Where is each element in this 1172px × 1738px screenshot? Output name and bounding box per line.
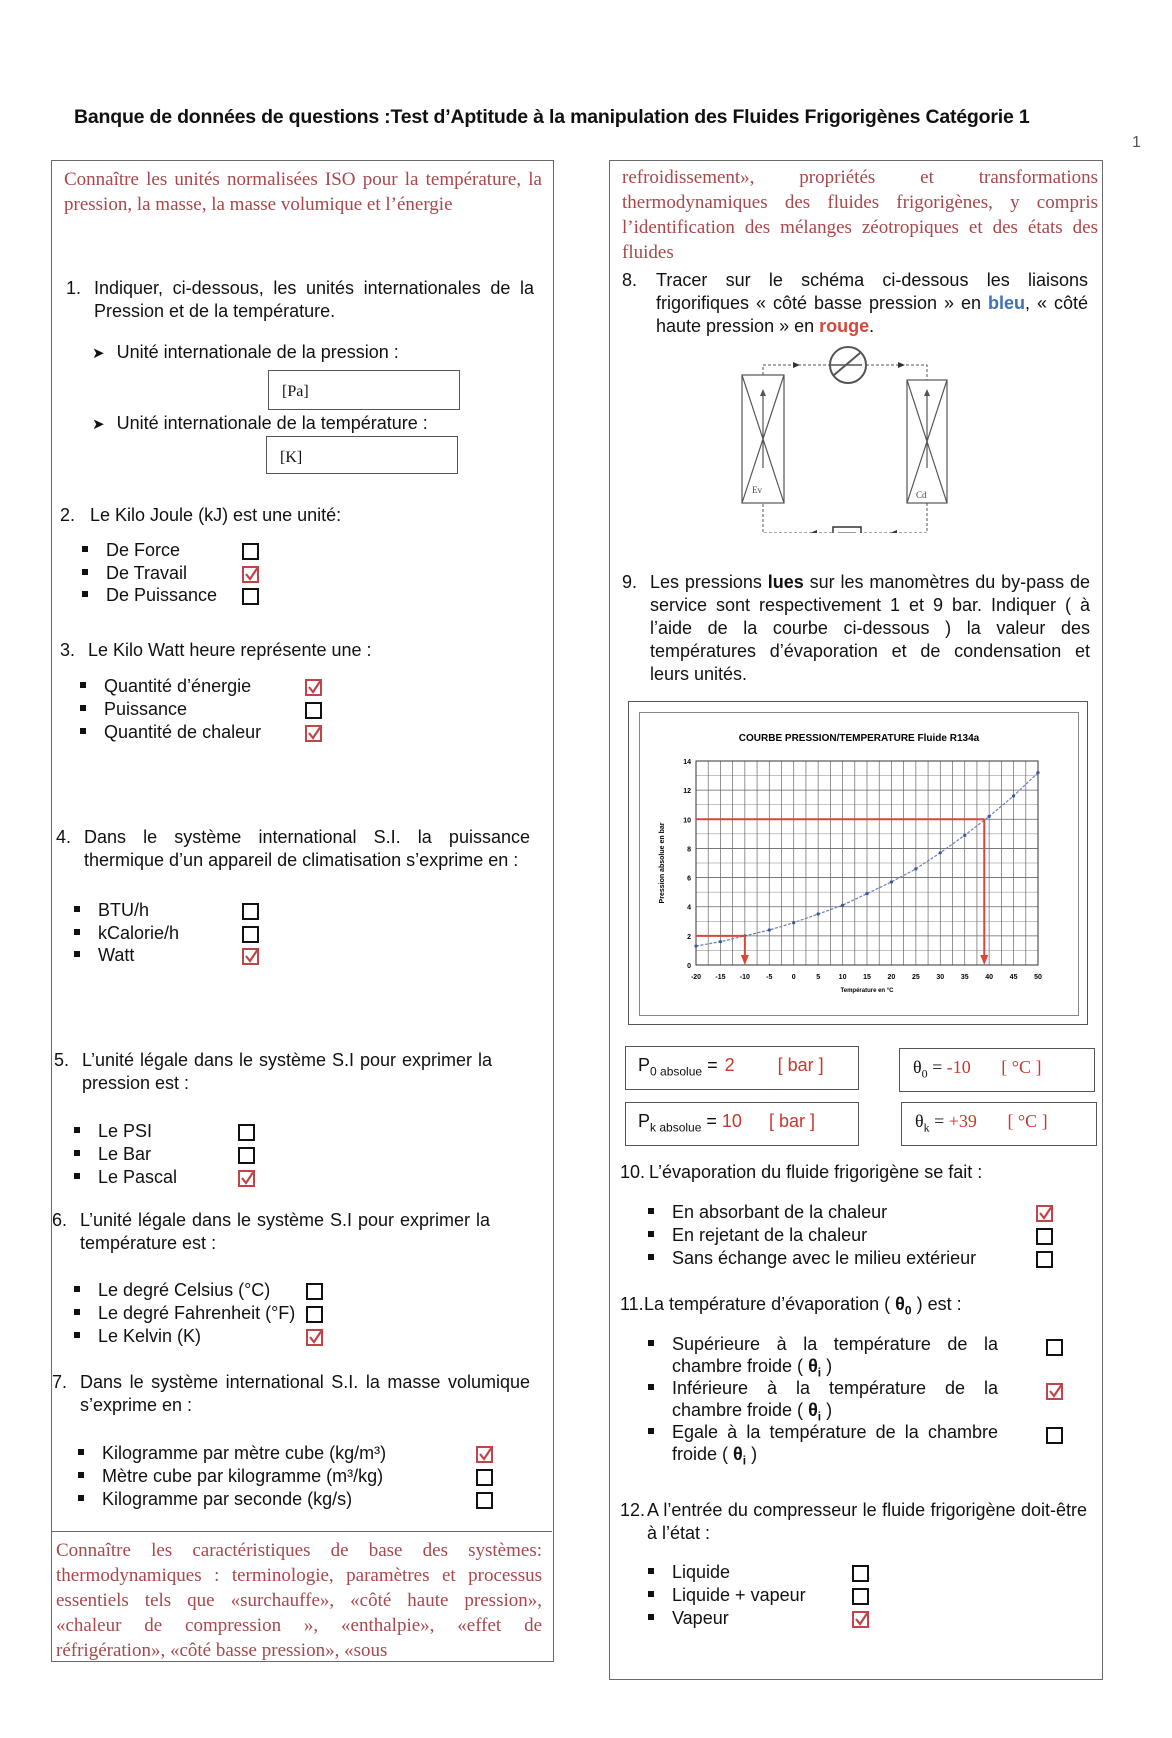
checkbox[interactable]	[476, 1492, 493, 1509]
option-label: Le PSI	[98, 1121, 153, 1141]
option-item	[648, 1561, 730, 1584]
option-line1: Supérieure à la température de la	[672, 1334, 998, 1354]
item-label: Unité internationale de la température :	[116, 413, 428, 433]
x-tick-label: -5	[766, 974, 773, 981]
bullet-icon	[648, 1384, 654, 1390]
question-2-text: Le Kilo Joule (kJ) est une unité:	[90, 505, 342, 525]
theta-sub: i	[742, 1453, 747, 1468]
competence-intro: Connaître les unités normalisées ISO pour la température, la pression, la masse, la masse volumique et l’énergie	[64, 169, 542, 215]
data-point	[865, 892, 868, 895]
reading-arrowhead	[980, 955, 988, 965]
question-number: 4.	[56, 827, 72, 847]
y-tick-label: 14	[683, 759, 691, 766]
option-line1: Inférieure à la température de la	[672, 1378, 998, 1398]
pk-label: P	[638, 1111, 651, 1131]
x-tick-label: -15	[715, 974, 726, 981]
competence-outro: Connaître les caractéristiques de base des systèmes: thermodynamiques : terminologie, paramètres et processus essentiels tels que «surchauffe», «côté haute pression», «chaleur de compression », «enthalpie», «effet de réfrigération», «côté basse pression», «sous	[52, 1531, 552, 1663]
page-number: 1	[1132, 134, 1141, 151]
question-10-text: L’évaporation du fluide frigorigène se fait :	[649, 1162, 983, 1182]
option-item	[82, 584, 217, 607]
arrow-bullet-icon: ➤	[92, 345, 105, 362]
checked-checkbox[interactable]	[306, 1329, 323, 1346]
checked-checkbox[interactable]	[1036, 1205, 1053, 1222]
option-item	[648, 1377, 998, 1400]
option-item	[80, 721, 261, 744]
x-tick-label: 45	[1009, 974, 1018, 981]
checked-checkbox[interactable]	[476, 1446, 493, 1463]
checkbox[interactable]	[1046, 1339, 1063, 1356]
checked-checkbox[interactable]	[242, 566, 259, 583]
p0-value: 2	[724, 1055, 735, 1075]
answer-field-pressure[interactable]	[268, 370, 460, 410]
question-number: 8.	[622, 270, 638, 290]
right-column	[609, 160, 1103, 1680]
question-12-text: A l’entrée du compresseur le fluide frigorigène doit-être à l’état :	[647, 1500, 1087, 1543]
checkbox[interactable]	[238, 1147, 255, 1164]
x-tick-label: 10	[838, 974, 847, 981]
option-label: Watt	[98, 945, 135, 965]
list-item	[92, 341, 399, 365]
theta-symbol: θ	[733, 1444, 743, 1464]
option-line2	[672, 1443, 757, 1473]
option-label: Le Kelvin (K)	[98, 1326, 202, 1346]
checked-checkbox[interactable]	[238, 1170, 255, 1187]
eq: =	[927, 1057, 947, 1077]
bullet-icon	[648, 1231, 654, 1237]
pk-unit: [ bar ]	[768, 1111, 815, 1131]
option-label: De Force	[106, 540, 181, 560]
chart-frame	[628, 701, 1088, 1025]
text-part: .	[869, 316, 875, 336]
theta-sub: 0	[904, 1303, 912, 1318]
option-label: Le degré Fahrenheit (°F)	[98, 1303, 296, 1323]
bullet-icon	[74, 906, 80, 912]
question-number: 7.	[52, 1372, 68, 1392]
option-item	[648, 1247, 976, 1270]
option-item	[74, 1302, 295, 1325]
x-tick-label: 30	[936, 974, 945, 981]
option-label: Le Pascal	[98, 1167, 178, 1187]
option-item	[648, 1421, 998, 1444]
option-label: En absorbant de la chaleur	[672, 1202, 888, 1222]
bullet-icon	[80, 728, 86, 734]
option-label: BTU/h	[98, 900, 150, 920]
checkbox[interactable]	[1036, 1251, 1053, 1268]
checkbox[interactable]	[852, 1588, 869, 1605]
option-item	[74, 944, 134, 967]
bullet-icon	[74, 1127, 80, 1133]
option-label: Sans échange avec le milieu extérieur	[672, 1248, 977, 1268]
x-tick-label: 0	[791, 974, 796, 981]
option-label: Quantité d’énergie	[104, 676, 252, 696]
x-tick-label: 5	[816, 974, 821, 981]
x-tick-label: 20	[887, 974, 896, 981]
x-tick-label: 40	[985, 974, 994, 981]
question-number: 9.	[622, 572, 638, 592]
checkbox[interactable]	[242, 588, 259, 605]
option-item	[74, 1325, 201, 1348]
data-point	[792, 921, 795, 924]
question-6-text: L’unité légale dans le système S.I pour exprimer la température est :	[80, 1210, 490, 1253]
t0-label: θ	[913, 1057, 922, 1077]
checkbox[interactable]	[242, 903, 259, 920]
data-point	[1036, 771, 1039, 774]
bullet-icon	[82, 591, 88, 597]
pressure-temperature-chart	[639, 712, 1079, 1016]
t0-unit: [ °C ]	[1001, 1057, 1042, 1077]
checkbox[interactable]	[305, 702, 322, 719]
text-part: )	[821, 1400, 833, 1420]
option-label: Liquide + vapeur	[672, 1585, 806, 1605]
x-tick-label: 50	[1034, 974, 1042, 981]
question-3-text: Le Kilo Watt heure représente une :	[88, 640, 372, 660]
bullet-icon	[648, 1340, 654, 1346]
x-axis-label: Température en °C	[840, 988, 894, 994]
data-point	[988, 815, 991, 818]
option-item	[78, 1465, 383, 1488]
option-item	[78, 1488, 352, 1511]
chart-title: COURBE PRESSION/TEMPERATURE Fluide R134a	[738, 733, 980, 744]
option-item	[74, 922, 179, 945]
p0-sub: 0 absolue	[650, 1064, 703, 1079]
left-column	[51, 160, 554, 1662]
y-tick-label: 0	[687, 963, 691, 970]
option-label: Liquide	[672, 1562, 731, 1582]
checked-checkbox[interactable]	[1046, 1383, 1063, 1400]
checkbox[interactable]	[852, 1565, 869, 1582]
answer-pk[interactable]	[625, 1102, 859, 1146]
option-label: De Puissance	[106, 585, 218, 605]
question-4-text: Dans le système international S.I. la puissance thermique d’un appareil de climatisation s’exprime en :	[84, 827, 530, 870]
x-tick-label: -10	[739, 974, 750, 981]
checkbox[interactable]	[306, 1306, 323, 1323]
bullet-icon	[74, 1173, 80, 1179]
reading-arrowhead	[741, 955, 749, 965]
t0-sub: 0	[921, 1066, 928, 1081]
tk-sub: k	[923, 1120, 930, 1135]
bullet-icon	[78, 1449, 84, 1455]
bullet-icon	[648, 1208, 654, 1214]
eq: =	[701, 1111, 722, 1131]
data-point	[694, 944, 697, 947]
data-point	[817, 912, 820, 915]
bullet-icon	[74, 1150, 80, 1156]
bold-word: lues	[767, 572, 804, 592]
option-item	[74, 1166, 177, 1189]
y-axis-label: Pression absolue en bar	[659, 822, 666, 904]
data-point	[939, 851, 942, 854]
data-point	[841, 904, 844, 907]
bullet-icon	[648, 1428, 654, 1434]
option-label: De Travail	[106, 562, 188, 583]
condenser-label: Cd	[916, 490, 927, 500]
checkbox[interactable]	[476, 1469, 493, 1486]
checkbox[interactable]	[242, 926, 259, 943]
bullet-icon	[80, 705, 86, 711]
bullet-icon	[74, 1286, 80, 1292]
question-number: 1.	[66, 278, 82, 298]
tk-value: +39	[948, 1111, 977, 1131]
answer-p0[interactable]	[625, 1046, 859, 1090]
y-tick-label: 6	[687, 875, 691, 883]
blue-word: bleu	[988, 293, 1026, 313]
question-11-text	[644, 1293, 1084, 1323]
bullet-icon	[80, 682, 86, 688]
pk-value: 10	[721, 1111, 742, 1131]
option-item	[74, 1120, 152, 1143]
option-label: Kilogramme par seconde (kg/s)	[102, 1489, 353, 1509]
question-number: 6.	[52, 1210, 68, 1230]
bullet-icon	[82, 546, 88, 552]
item-label: Unité internationale de la pression :	[116, 342, 399, 362]
text-part: , « côté haute pression » en	[656, 293, 1088, 336]
bullet-icon	[648, 1614, 654, 1620]
option-item	[74, 899, 149, 922]
red-word: rouge	[819, 316, 870, 336]
text-part: sur les manomètres du by-pass de service sont respectivement 1 et 9 bar. Indiquer ( à l’aide de la courbe ci-dessous ) la valeur des températures d’évaporation et de condensation et leurs unités.	[650, 572, 1090, 684]
data-point	[914, 867, 917, 870]
answer-value: [K]	[280, 449, 303, 466]
evaporator-label: Ev	[752, 485, 762, 495]
checked-checkbox[interactable]	[305, 725, 322, 742]
option-label: Le degré Celsius (°C)	[98, 1280, 271, 1300]
x-tick-label: -20	[690, 974, 702, 981]
option-item	[80, 675, 251, 698]
y-tick-label: 2	[687, 933, 691, 941]
refrigeration-circuit-diagram[interactable]	[690, 343, 990, 533]
question-number: 2.	[60, 505, 76, 525]
checkbox[interactable]	[238, 1124, 255, 1141]
data-point	[1012, 794, 1015, 797]
x-tick-label: 25	[911, 974, 920, 981]
question-number: 3.	[60, 640, 76, 660]
bullet-icon	[78, 1472, 84, 1478]
option-item	[82, 562, 187, 585]
option-label: kCalorie/h	[98, 922, 180, 943]
text-part: Tracer sur le schéma ci-dessous les liaisons frigorifiques « côté basse pression » en	[656, 270, 1088, 313]
option-label: Puissance	[104, 699, 188, 719]
bullet-icon	[74, 1332, 80, 1338]
data-point	[963, 834, 966, 837]
option-label: En rejetant de la chaleur	[672, 1225, 868, 1245]
discharge-line	[866, 365, 927, 380]
bullet-icon	[74, 929, 80, 935]
bullet-icon	[82, 569, 88, 575]
text-part: ) est :	[911, 1294, 962, 1314]
y-tick-label: 12	[683, 788, 691, 796]
list-item	[92, 412, 428, 436]
question-number: 10.	[620, 1162, 646, 1182]
bullet-icon	[74, 1309, 80, 1315]
checked-checkbox[interactable]	[242, 948, 259, 965]
question-8-text	[656, 269, 1088, 338]
text-part: chambre froide (	[672, 1400, 809, 1420]
question-number: 5.	[54, 1050, 70, 1070]
option-item	[648, 1584, 806, 1607]
theta-symbol: θ	[808, 1356, 818, 1376]
bullet-icon	[648, 1591, 654, 1597]
answer-tk[interactable]	[901, 1102, 1097, 1146]
p0-unit: [ bar ]	[777, 1055, 824, 1075]
text-part: )	[746, 1444, 758, 1464]
bullet-icon	[74, 951, 80, 957]
theta-symbol: θ	[808, 1400, 818, 1420]
question-5-text: L’unité légale dans le système S.I pour exprimer la pression est :	[82, 1050, 492, 1093]
theta-sub: i	[817, 1365, 822, 1380]
checked-checkbox[interactable]	[852, 1611, 869, 1628]
x-tick-label: 35	[960, 974, 969, 981]
bullet-icon	[78, 1495, 84, 1501]
competence-intro-continued: refroidissement», propriétés et transformations thermodynamiques des fluides frigorigènes, y compris l’identification des mélanges zéotropiques et des états des fluides	[622, 167, 1098, 263]
eq: =	[702, 1055, 723, 1075]
question-9-text	[650, 571, 1090, 686]
expansion-valve-symbol	[833, 527, 861, 533]
option-label: Quantité de chaleur	[104, 722, 262, 742]
option-line1: Egale à la température de la chambre	[672, 1422, 998, 1442]
option-item	[82, 539, 180, 562]
text-part: chambre froide (	[672, 1356, 809, 1376]
option-label: Le Bar	[98, 1144, 152, 1164]
x-tick-label: 15	[863, 974, 871, 981]
data-point	[719, 940, 722, 943]
y-tick-label: 4	[687, 904, 691, 912]
theta-symbol: θ	[895, 1294, 905, 1314]
t0-value: -10	[946, 1057, 971, 1077]
option-item	[74, 1279, 270, 1302]
answer-value: [Pa]	[282, 383, 309, 400]
question-text: Indiquer, ci-dessous, les unités internationales de la Pression et de la température.	[94, 278, 534, 321]
option-item	[648, 1224, 867, 1247]
text-part: La température d’évaporation (	[644, 1294, 896, 1314]
text-part: Les pressions	[650, 572, 768, 592]
question-number: 12.	[620, 1500, 646, 1520]
option-label: Vapeur	[672, 1608, 729, 1628]
text-part: )	[821, 1356, 833, 1376]
option-label: Kilogramme par mètre cube (kg/m³)	[102, 1443, 387, 1463]
checkbox[interactable]	[1036, 1228, 1053, 1245]
data-point	[890, 880, 893, 883]
answer-t0[interactable]	[899, 1048, 1095, 1092]
y-tick-label: 10	[683, 817, 691, 825]
tk-label: θ	[915, 1111, 924, 1131]
question-number: 11.	[620, 1294, 644, 1314]
data-point	[768, 928, 771, 931]
option-item	[78, 1442, 386, 1465]
answer-field-temperature[interactable]	[266, 436, 458, 474]
checkbox[interactable]	[306, 1283, 323, 1300]
bullet-icon	[648, 1254, 654, 1260]
option-item	[648, 1607, 729, 1630]
checkbox[interactable]	[1046, 1427, 1063, 1444]
pk-sub: k absolue	[650, 1120, 702, 1135]
y-tick-label: 8	[687, 846, 691, 854]
option-item	[648, 1201, 887, 1224]
option-item	[648, 1333, 998, 1356]
theta-sub: i	[817, 1409, 822, 1424]
option-item	[80, 698, 187, 721]
eq: =	[929, 1111, 949, 1131]
tk-unit: [ °C ]	[1007, 1111, 1048, 1131]
p0-label: P	[638, 1055, 651, 1075]
option-item	[74, 1143, 151, 1166]
arrow-bullet-icon: ➤	[92, 416, 105, 433]
checked-checkbox[interactable]	[305, 679, 322, 696]
bullet-icon	[648, 1568, 654, 1574]
question-7-text: Dans le système international S.I. la masse volumique s’exprime en :	[80, 1372, 530, 1415]
text-part: froide (	[672, 1444, 734, 1464]
option-label: Mètre cube par kilogramme (m³/kg)	[102, 1466, 384, 1486]
page-title: Banque de données de questions :Test d’Aptitude à la manipulation des Fluides Frigorigènes Catégorie 1	[74, 106, 1030, 128]
checkbox[interactable]	[242, 543, 259, 560]
